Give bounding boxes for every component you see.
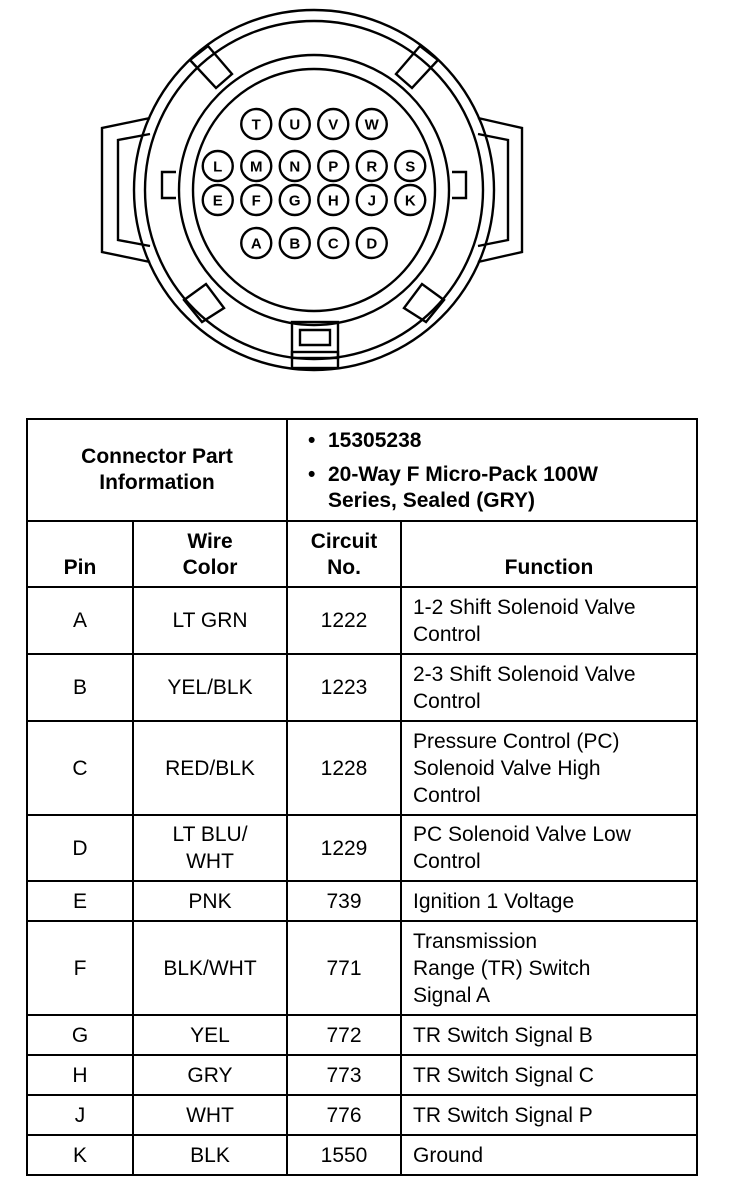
function-cell xyxy=(401,921,697,1015)
circuit-cell: 773 xyxy=(287,1055,401,1095)
pin-cavity-label: U xyxy=(289,116,301,134)
wire-color-cell xyxy=(133,1135,287,1175)
function-line: 2-3 Shift Solenoid Valve xyxy=(413,662,636,686)
pin-cavity-label: F xyxy=(251,192,261,210)
wire-color-cell xyxy=(133,921,287,1015)
function-cell xyxy=(401,881,697,921)
pin-cavity-label: E xyxy=(212,192,223,210)
circuit-cell: 776 xyxy=(287,1095,401,1135)
col-header-circuit-line: Circuit xyxy=(310,530,378,553)
function-line: Control xyxy=(413,689,481,713)
wire-color-line: LT GRN xyxy=(172,609,248,632)
bottom-tab-left xyxy=(184,284,224,322)
pin-cavity-g xyxy=(280,185,310,215)
wire-color-line: BLK/WHT xyxy=(163,956,257,980)
table-row xyxy=(27,1135,697,1175)
pin-cavity-c xyxy=(318,228,348,258)
circuit-cell: 771 xyxy=(287,921,401,1015)
circuit-cell: 1222 xyxy=(287,587,401,654)
wire-color-cell xyxy=(133,1095,287,1135)
pin-cavity-l xyxy=(203,151,233,181)
right-key xyxy=(452,172,466,198)
function-cell xyxy=(401,587,697,654)
table-row xyxy=(27,1095,697,1135)
pin-cavity-w xyxy=(357,109,387,139)
pin-cavity-label: A xyxy=(250,235,262,253)
function-cell xyxy=(401,721,697,815)
part-info-details xyxy=(287,419,697,521)
col-header-pin xyxy=(27,521,133,587)
pin-cavity-k xyxy=(395,185,425,215)
pin-cavity-v xyxy=(318,109,348,139)
connector-description-line: 20-Way F Micro-Pack 100W xyxy=(328,463,598,486)
col-header-function xyxy=(401,521,697,587)
pin-cell: C xyxy=(27,721,133,815)
function-line: PC Solenoid Valve Low xyxy=(413,823,631,846)
wire-color-cell xyxy=(133,654,287,721)
pin-cavity-r xyxy=(357,151,387,181)
function-line: TR Switch Signal P xyxy=(413,1103,593,1127)
pin-cell: E xyxy=(27,881,133,921)
function-cell xyxy=(401,1135,697,1175)
connector-outer-ring xyxy=(134,10,494,370)
left-key xyxy=(162,172,176,198)
pin-cavity-label: M xyxy=(250,158,263,176)
pin-cavity-label: H xyxy=(327,192,339,210)
pin-cell: H xyxy=(27,1055,133,1095)
table-row xyxy=(27,1055,697,1095)
circuit-cell: 772 xyxy=(287,1015,401,1055)
function-line: Pressure Control (PC) xyxy=(413,729,620,753)
circuit-cell: 1229 xyxy=(287,815,401,881)
pin-cavity-a xyxy=(241,228,271,258)
connector-description xyxy=(328,462,690,514)
pin-cavity-label: N xyxy=(289,158,301,176)
wire-color-cell xyxy=(133,1015,287,1055)
wire-color-line: WHT xyxy=(186,1103,234,1127)
circuit-cell: 1228 xyxy=(287,721,401,815)
pin-cavity-u xyxy=(280,109,310,139)
function-cell xyxy=(401,1055,697,1095)
wire-color-line: LT BLU/ xyxy=(172,823,248,846)
pin-cavity-label: R xyxy=(366,158,378,176)
pin-cell: J xyxy=(27,1095,133,1135)
pin-cavity-label: W xyxy=(364,116,379,134)
col-header-wire-line: Color xyxy=(182,556,238,579)
pin-cavity-t xyxy=(241,109,271,139)
pin-cavity-b xyxy=(280,228,310,258)
function-cell xyxy=(401,1095,697,1135)
function-line: Range (TR) Switch xyxy=(413,956,591,980)
pin-cavity-label: P xyxy=(328,158,339,176)
function-cell xyxy=(401,1015,697,1055)
wire-color-cell xyxy=(133,815,287,881)
wire-color-line: WHT xyxy=(186,850,234,873)
wire-color-line: YEL xyxy=(190,1023,230,1047)
part-number: • 15305238 xyxy=(328,428,690,454)
pin-cavity-s xyxy=(395,151,425,181)
function-line: Control xyxy=(413,622,481,646)
wire-color-line: PNK xyxy=(188,889,232,913)
pin-assignment-table xyxy=(26,418,698,1176)
col-header-wire-line: Wire xyxy=(187,530,233,553)
part-info-label xyxy=(27,419,287,521)
wire-color-line: RED/BLK xyxy=(165,756,255,780)
pin-cavity-label: D xyxy=(366,235,378,253)
pin-cavity-h xyxy=(318,185,348,215)
function-line: Control xyxy=(413,850,481,873)
pin-cavity-d xyxy=(357,228,387,258)
table-row xyxy=(27,921,697,1015)
connector-face-diagram xyxy=(0,0,736,380)
col-header-circuit-line: No. xyxy=(327,556,361,579)
wire-color-line: YEL/BLK xyxy=(167,676,253,699)
wire-color-cell xyxy=(133,721,287,815)
table-row xyxy=(27,721,697,815)
pin-cell: A xyxy=(27,587,133,654)
part-info-row xyxy=(27,419,697,521)
function-line: Control xyxy=(413,783,481,807)
function-line: Transmission xyxy=(413,929,538,953)
part-info-label-line: Information xyxy=(99,471,215,494)
pin-cell: D xyxy=(27,815,133,881)
table-row xyxy=(27,1015,697,1055)
function-cell xyxy=(401,815,697,881)
pin-cavity-label: C xyxy=(327,235,339,253)
pin-cavity-j xyxy=(357,185,387,215)
pin-cavity-label: L xyxy=(213,158,223,176)
table-row xyxy=(27,881,697,921)
pin-cavity-e xyxy=(203,185,233,215)
circuit-cell: 739 xyxy=(287,881,401,921)
pin-cavity-label: T xyxy=(251,116,261,134)
function-line: TR Switch Signal B xyxy=(413,1023,593,1047)
wire-color-line: GRY xyxy=(187,1063,233,1087)
pin-cell: F xyxy=(27,921,133,1015)
col-header-circuit xyxy=(287,521,401,587)
wire-color-cell xyxy=(133,1055,287,1095)
column-header-row xyxy=(27,521,697,587)
function-line: TR Switch Signal C xyxy=(413,1063,594,1087)
wire-color-line: BLK xyxy=(190,1143,230,1167)
col-header-pin-label: Pin xyxy=(63,556,97,579)
pin-cavity-label: J xyxy=(367,192,376,210)
bottom-key-notch xyxy=(300,330,330,345)
table-row xyxy=(27,815,697,881)
pin-cavity-label: K xyxy=(404,192,416,210)
bottom-tab-right xyxy=(404,284,444,322)
pin-cell: K xyxy=(27,1135,133,1175)
function-line: 1-2 Shift Solenoid Valve xyxy=(413,595,636,619)
wire-color-cell xyxy=(133,587,287,654)
function-line: Signal A xyxy=(413,983,491,1007)
table-row xyxy=(27,654,697,721)
table-row xyxy=(27,587,697,654)
circuit-cell: 1223 xyxy=(287,654,401,721)
function-line: Ground xyxy=(413,1143,484,1167)
connector-inner-ring xyxy=(145,21,483,359)
circuit-cell: 1550 xyxy=(287,1135,401,1175)
part-info-label-line: Connector Part xyxy=(81,445,233,468)
function-line: Solenoid Valve High xyxy=(413,756,601,780)
function-cell xyxy=(401,654,697,721)
col-header-function-label: Function xyxy=(504,556,594,579)
pin-cell: B xyxy=(27,654,133,721)
pin-cavity-label: V xyxy=(328,116,339,134)
pin-cavity-label: B xyxy=(289,235,301,253)
function-line: Ignition 1 Voltage xyxy=(413,889,575,913)
connector-description-line: Series, Sealed (GRY) xyxy=(328,489,535,512)
pin-cavity-label: G xyxy=(288,192,301,210)
pin-cavity-m xyxy=(241,151,271,181)
pin-cavity-n xyxy=(280,151,310,181)
pin-cavity-label: S xyxy=(405,158,416,176)
col-header-wire-color xyxy=(133,521,287,587)
pin-cavity-p xyxy=(318,151,348,181)
pin-cell: G xyxy=(27,1015,133,1055)
wire-color-cell xyxy=(133,881,287,921)
pin-cavity-f xyxy=(241,185,271,215)
